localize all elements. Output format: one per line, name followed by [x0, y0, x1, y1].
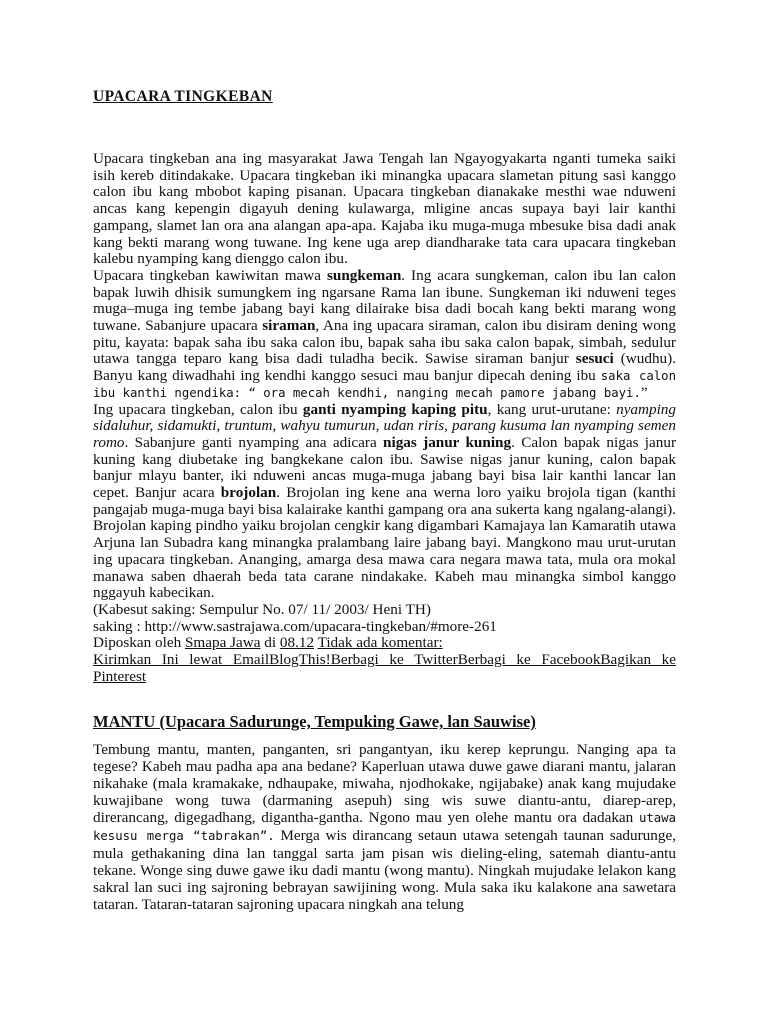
nyamping-list: nyamping sidaluhur, sidamukti, truntum, wahyu tumurun, udan riris, parang kusuma lan nyamping semen romo: [93, 400, 676, 451]
paragraph-sungkeman: [93, 268, 676, 402]
share-pinterest-link[interactable]: Bagikan ke Pinterest: [93, 651, 676, 685]
share-twitter-link[interactable]: Berbagi ke Twitter: [330, 651, 458, 669]
term-nigas-janur: nigas janur kuning: [383, 433, 512, 451]
paragraph-mantu: [93, 741, 676, 913]
comments-link[interactable]: Tidak ada komentar:: [317, 634, 443, 652]
text-run: , kang urut-urutane:: [487, 400, 617, 418]
text-run: Upacara tingkeban kawiwitan mawa: [93, 266, 327, 284]
posted-at-label: di: [260, 634, 280, 652]
share-email-link[interactable]: Kirimkan Ini lewat Email: [93, 651, 270, 669]
term-sesuci: sesuci: [575, 350, 614, 368]
share-links: [93, 652, 676, 685]
text-run: Ing upacara tingkeban, calon ibu: [93, 400, 303, 418]
mono-quote: saka calon ibu kanthi ngendika: “ ora mecah kendhi, nanging mecah pamore jabang bayi.: [93, 369, 676, 400]
term-ganti-nyamping: ganti nyamping kaping pitu: [302, 400, 488, 418]
source-citation: (Kabesut saking: Sempulur No. 07/ 11/ 2003/ Heni TH): [93, 600, 431, 618]
mono-phrase: utawa kesusu merga “tabrakan”.: [93, 811, 676, 843]
term-siraman: siraman: [262, 317, 316, 335]
text-run: Tembung mantu, manten, panganten, sri pangantyan, iku kerep keprungu. Nanging apa ta tegese? Kabeh mau padha apa ana bedane? Kaperluan utawa duwe gawe diarani mantu, jalaran nikahake (mala kramakake, ndhaupake, miwaha, njodhokake, ngijabake) anak kang mujudake kuwajibane wong tuwa (darmaning asepuh) sing wis suwe diantu-antu, diarep-arep, direrancang, digegadhang, digantha-gantha. Ngono mau yen olehe mantu ora dadakan: [93, 741, 676, 826]
paragraph-intro: Upacara tingkeban ana ing masyarakat Jawa Tengah lan Ngayogyakarta nganti tumeka saiki isih kereb ditindakake. Upacara tingkeban iki minangka upacara slametan pitung sasi kanggo calon ibu kang mbobot kaping pisanan. Upacara tingkeban dianakake mesthi wae nduweni ancas kang kepengin digayuh dening kulawarga, mligine ancas supaya bayi lair kanthi gampang, slamet lan ora ana alangan apa-apa. Kajaba iku muga-muga mbesuke bisa dadi anak kang bekti marang wong tuwane. Ing kene uga arep diandharake tata cara upacara tingkeban kalebu nyamping kang dienggo calon ibu.: [93, 150, 676, 268]
mantu-body: [93, 741, 676, 913]
page-title: UPACARA TINGKEBAN: [93, 88, 273, 105]
section-title-mantu: MANTU (Upacara Sadurunge, Tempuking Gawe, lan Sauwise): [93, 712, 536, 731]
article-body: [93, 151, 676, 686]
text-run: . Ing acara sungkeman, calon ibu lan calon bapak luwih dhisik sumungkem ing ngarsane Rama lan ibune. Sungkeman iki nduweni teges muga–muga ing tembe jabang bayi kang dilairake bisa dadi bocah kang bekti marang wong tuwane. Sabanjure upacara: [93, 266, 676, 335]
timestamp-link[interactable]: 08.12: [279, 634, 315, 652]
posted-by-label: Diposkan oleh: [93, 634, 185, 652]
paragraph-nyamping: [93, 402, 676, 602]
text-run: . Calon bapak nigas janur kuning kang diubetake ing bangkekane calon ibu. Sawise nigas janur kuning, calon bapak banjur mlayu banter, iki nduweni ancas muga-muga jabang bayi bisa lair kanthi lancar lan cepet. Banjur acara: [93, 433, 677, 502]
text-run: ”: [640, 383, 648, 401]
source-url: saking : http://www.sastrajawa.com/upacara-tingkeban/#more-261: [93, 617, 497, 635]
text-run: . Brojolan ing kene ana werna loro yaiku brojola tigan (kanthi pangajab muga-muga bayi bisa kalairake kanthi gampang ora ana sukerta kang ngalang-alangi). Brojolan kaping pindho yaiku brojolan cengkir kang digambari Kamajaya lan Kamaratih utawa Arjuna lan Subadra kang minangka pralambang laire jabang bayi. Mangkono mau urut-urutan ing upacara tingkeban. Ananging, amarga desa mawa cara negara mawa tata, mula ora mokal manawa saben dhaerah beda tata carane nindakake. Kabeh mau minangka simbol kanggo nggayuh kabecikan.: [93, 484, 676, 602]
text-run: . Sabanjure ganti nyamping ana adicara: [124, 433, 384, 451]
text-run: , Ana ing upacara siraman, calon ibu disiram dening wong pitu, kayata: bapak saha ibu saka calon ibu, bapak saha ibu saka calon bapak, simbah, sedulur utawa tangga teparo kang bisa dadi tuladha becik. Sawise siraman banjur: [93, 317, 676, 368]
blogthis-link[interactable]: BlogThis!: [269, 651, 331, 669]
author-link[interactable]: Smapa Jawa: [184, 634, 261, 652]
term-brojolan: brojolan: [220, 484, 277, 502]
share-facebook-link[interactable]: Berbagi ke Facebook: [457, 651, 601, 669]
text-run: Merga wis dirancang setaun utawa setengah taunan sadurunge, mula gethakaning dina lan tanggal sarta jam pisan wis dieling-eling, satemah diantu-antu tekane. Wonge sing duwe gawe iku dadi mantu (wong mantu). Ningkah mujudake lelakon kang sakral lan suci ing sajroning bebrayan sawijining wong. Mula saka iku kalakone ana sawetara tataran. Tataran-tataran sajroning upacara ningkah ana telung: [93, 827, 676, 913]
term-sungkeman: sungkeman: [326, 266, 402, 284]
text-run: (wudhu). Banyu kang diwadhahi ing kendhi kanggo sesuci mau banjur dipecah dening ibu: [93, 350, 676, 385]
post-meta: [93, 635, 676, 652]
